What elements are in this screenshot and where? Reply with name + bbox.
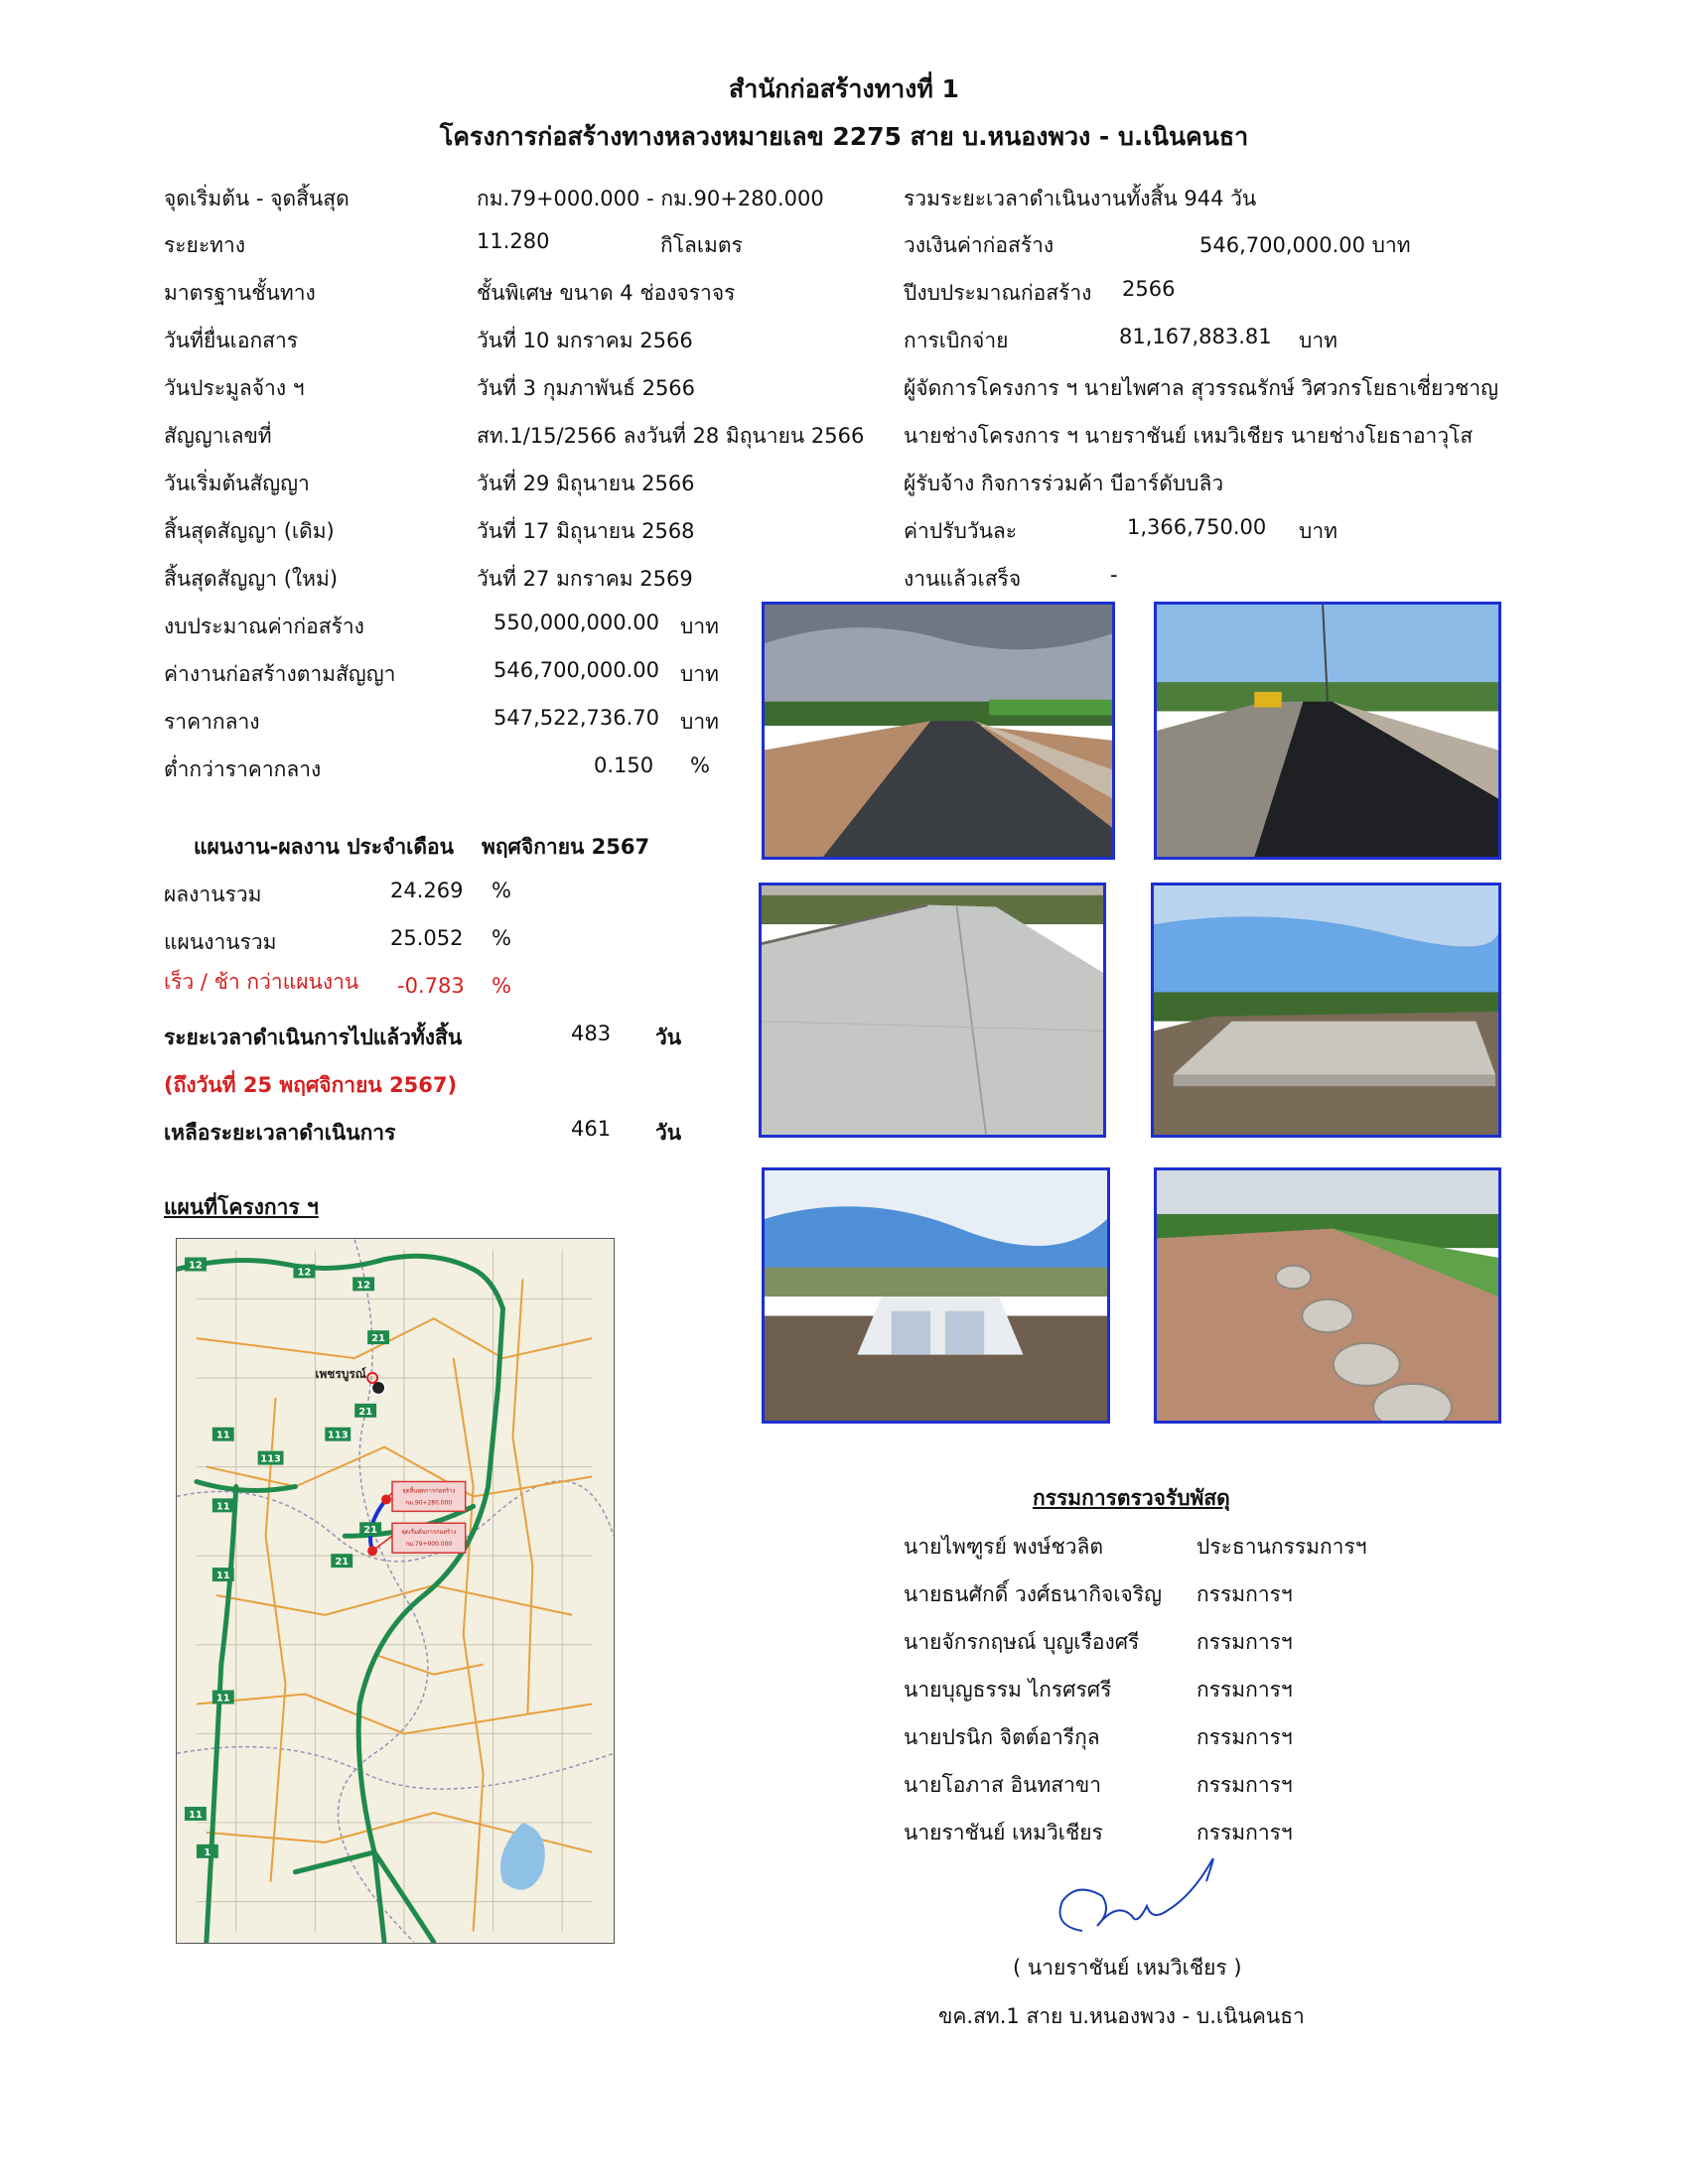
info-unit: กิโลเมตร [660,233,743,257]
site-photo-asphalt-rural [762,602,1115,860]
committee-member-name: นายบุญธรรม ไกรศรศรี [904,1678,1112,1702]
map-shield: 11 [215,1693,230,1705]
info-label: มาตรฐานชั้นทาง [164,281,316,305]
committee-member-role: กรรมการฯ [1196,1725,1293,1749]
committee-member-role: กรรมการฯ [1196,1678,1293,1702]
info-line: รวมระยะเวลาดำเนินงานทั้งสิ้น 944 วัน [904,187,1257,210]
map-shield: 12 [297,1267,312,1279]
info-value: 546,700,000.00 บาท [1199,233,1411,257]
budget-label: ราคากลาง [164,710,260,734]
diff-value: -0.783 [397,974,465,998]
elapsed-label: ระยะเวลาดำเนินการไปแล้วทั้งสิ้น [164,1025,463,1049]
info-value: วันที่ 3 กุมภาพันธ์ 2566 [477,376,696,400]
info-label: วันประมูลจ้าง ฯ [164,376,305,400]
info-label: วงเงินค่าก่อสร้าง [904,233,1055,257]
info-unit: บาท [1299,519,1337,543]
info-label: วันที่ยื่นเอกสาร [164,329,299,352]
info-value: 1,366,750.00 [1127,515,1267,539]
map-start-km: กม.79+000.000 [405,1541,453,1549]
plan-unit: % [492,926,511,950]
diff-unit: % [492,974,511,998]
info-label: จุดเริ่มต้น - จุดสิ้นสุด [164,187,350,210]
map-start-label: จุดเริ่มต้นการก่อสร้าง [401,1529,457,1537]
budget-label: ต่ำกว่าราคากลาง [164,757,322,781]
committee-member-role: กรรมการฯ [1196,1821,1293,1844]
plan-value: 25.052 [390,926,464,950]
budget-label: ค่างานก่อสร้างตามสัญญา [164,662,396,686]
info-value: กม.79+000.000 - กม.90+280.000 [477,187,824,210]
diff-label: เร็ว / ช้า กว่าแผนงาน [164,970,359,994]
committee-member-name: นายปรนิก จิตต์อารีกุล [904,1725,1100,1749]
map-heading: แผนที่โครงการ ฯ [164,1195,319,1219]
info-label: ปีงบประมาณก่อสร้าง [904,281,1092,305]
map-shield: 21 [363,1525,378,1537]
info-label: ค่าปรับวันละ [904,519,1018,543]
info-value: วันที่ 10 มกราคม 2566 [477,329,693,352]
signatory-name: ( นายราชันย์ เหมวิเชียร ) [1013,1956,1242,1979]
budget-unit: บาท [680,710,719,734]
budget-label: งบประมาณค่าก่อสร้าง [164,614,364,638]
map-shield: 11 [188,1809,203,1821]
info-value: วันที่ 29 มิถุนายน 2566 [477,472,695,495]
info-value: 11.280 [477,229,550,253]
map-shield: 21 [358,1406,373,1418]
budget-unit: บาท [680,614,719,638]
committee-member-role: กรรมการฯ [1196,1630,1293,1654]
actual-value: 24.269 [390,879,464,902]
signatory-position: ขค.สท.1 สาย บ.หนองพวง - บ.เนินคนธา [938,2004,1305,2028]
map-shield: 11 [215,1501,230,1513]
info-value: 2566 [1122,277,1176,301]
map-end-label: จุดสิ้นสุดการก่อสร้าง [402,1487,456,1495]
map-shield: 11 [215,1570,230,1582]
site-photo-drainage-pipes [1154,1167,1501,1424]
project-map [176,1238,615,1944]
committee-heading: กรรมการตรวจรับพัสดุ [1033,1486,1230,1510]
budget-value: 0.150 [594,753,654,777]
remaining-unit: วัน [655,1121,682,1145]
map-city-label: เพชรบูรณ์ [315,1366,366,1381]
progress-heading-label: แผนงาน-ผลงาน ประจำเดือน [194,835,454,859]
site-photo-concrete-slab [1151,883,1501,1138]
site-photo-new-pavement [1154,602,1501,860]
committee-member-name: นายจักรกฤษณ์ บุญเรืองศรี [904,1630,1140,1654]
info-value: วันที่ 27 มกราคม 2569 [477,567,693,591]
committee-member-role: ประธานกรรมการฯ [1196,1535,1367,1559]
map-shield: 21 [335,1557,350,1569]
info-label: การเบิกจ่าย [904,329,1009,352]
actual-unit: % [492,879,511,902]
info-line: นายช่างโครงการ ฯ นายราชันย์ เหมวิเชียร นายช่างโยธาอาวุโส [904,424,1474,448]
committee-member-name: นายไพฑูรย์ พงษ์ชวลิต [904,1535,1104,1559]
budget-value: 546,700,000.00 [493,658,659,682]
budget-value: 550,000,000.00 [493,611,659,634]
map-shield: 21 [371,1333,385,1345]
map-shield: 113 [327,1430,349,1441]
map-shield: 12 [188,1260,203,1272]
info-label: งานแล้วเสร็จ [904,567,1022,591]
map-shield: 113 [260,1453,281,1465]
map-shield: 12 [356,1280,371,1292]
budget-unit: % [690,753,710,777]
committee-member-name: นายโอภาส อินทสาขา [904,1773,1102,1797]
info-value: วันที่ 17 มิถุนายน 2568 [477,519,695,543]
info-unit: บาท [1299,329,1337,352]
info-value: - [1110,563,1118,587]
budget-unit: บาท [680,662,719,686]
project-title: โครงการก่อสร้างทางหลวงหมายเลข 2275 สาย บ.หนองพวง - บ.เนินคนธา [439,122,1249,151]
info-value: ชั้นพิเศษ ขนาด 4 ช่องจราจร [477,281,736,305]
office-title: สำนักก่อสร้างทางที่ 1 [729,74,959,103]
plan-label: แผนงานรวม [164,930,277,954]
map-end-km: กม.90+280.000 [405,1499,453,1507]
remaining-value: 461 [571,1117,612,1141]
progress-heading-month: พฤศจิกายน 2567 [482,835,650,859]
committee-member-name: นายธนศักดิ์ วงศ์ธนากิจเจริญ [904,1582,1162,1606]
info-line: ผู้จัดการโครงการ ฯ นายไพศาล สุวรรณรักษ์ วิศวกรโยธาเชี่ยวชาญ [904,376,1499,400]
committee-member-role: กรรมการฯ [1196,1582,1293,1606]
info-value: 81,167,883.81 [1119,325,1272,348]
info-label: สิ้นสุดสัญญา (ใหม่) [164,567,339,591]
committee-member-name: นายราชันย์ เหมวิเชียร [904,1821,1103,1844]
committee-member-role: กรรมการฯ [1196,1773,1293,1797]
handwritten-signature [1043,1842,1221,1951]
actual-label: ผลงานรวม [164,883,262,906]
info-value: สท.1/15/2566 ลงวันที่ 28 มิถุนายน 2566 [477,424,865,448]
site-photo-concrete-road [759,883,1106,1138]
remaining-label: เหลือระยะเวลาดำเนินการ [164,1121,396,1145]
elapsed-unit: วัน [655,1025,682,1049]
as-of-date: (ถึงวันที่ 25 พฤศจิกายน 2567) [164,1073,458,1097]
site-photo-box-culvert [762,1167,1110,1424]
info-line: ผู้รับจ้าง กิจการร่วมค้า บีอาร์ดับบลิว [904,472,1224,495]
elapsed-value: 483 [571,1022,612,1045]
info-label: วันเริ่มต้นสัญญา [164,472,310,495]
map-shield: 1 [204,1846,211,1858]
info-label: สิ้นสุดสัญญา (เดิม) [164,519,335,543]
info-label: ระยะทาง [164,233,246,257]
info-label: สัญญาเลขที่ [164,424,272,448]
map-shield: 11 [215,1430,230,1441]
budget-value: 547,522,736.70 [493,706,659,730]
